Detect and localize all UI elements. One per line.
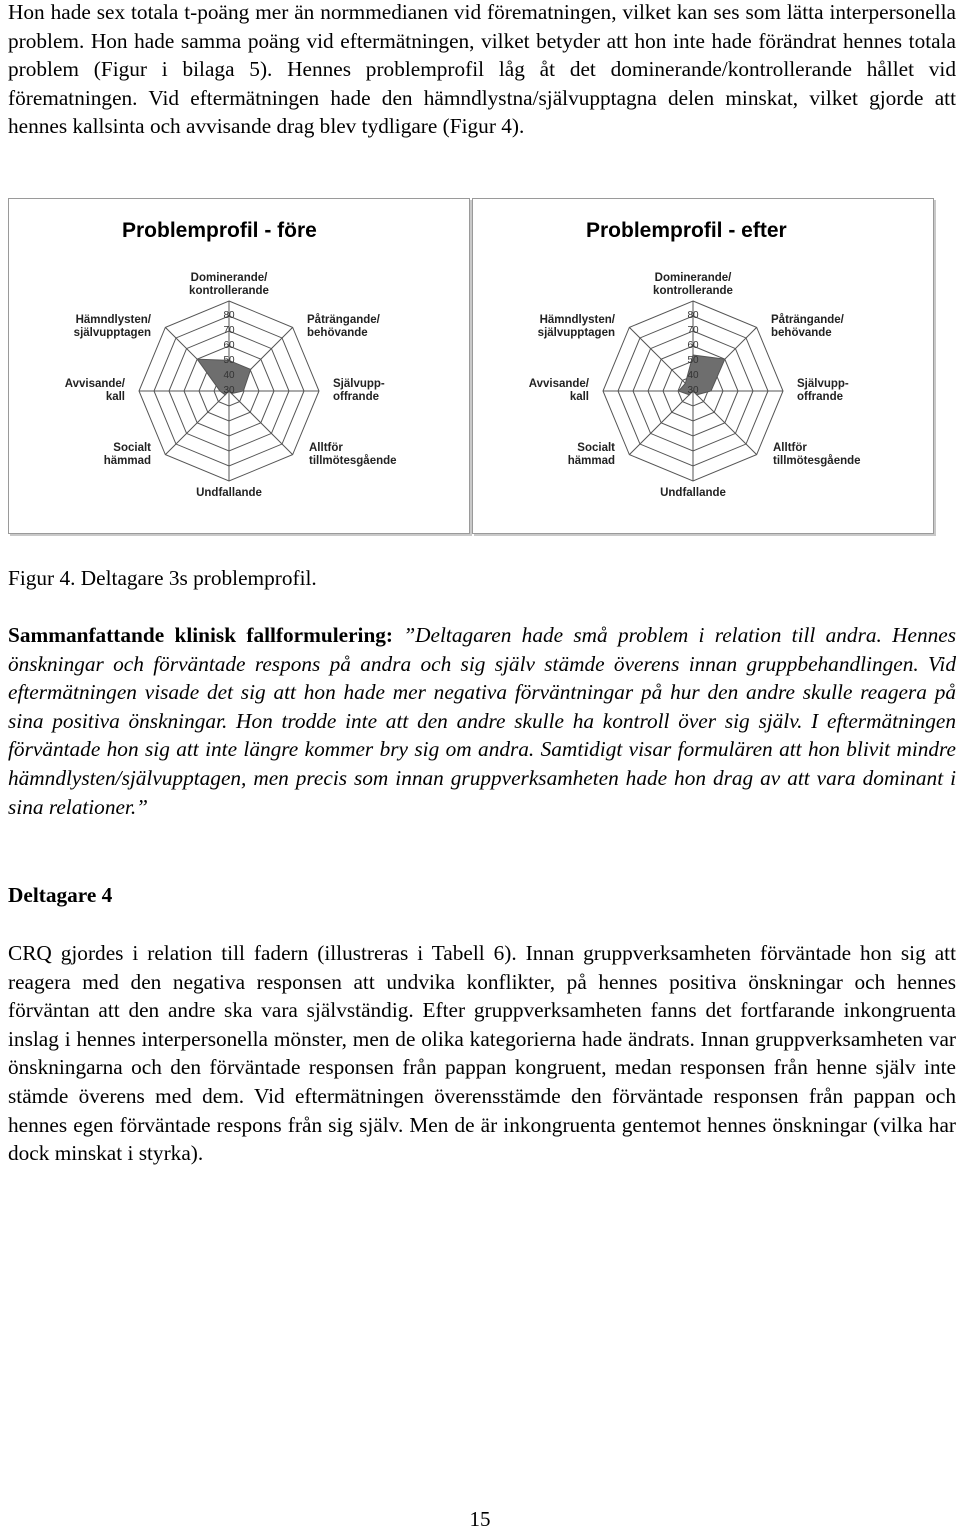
axis-label [307, 314, 381, 339]
axis-label [771, 314, 845, 339]
tick-label: 60 [223, 340, 235, 351]
axis-label [74, 314, 152, 339]
chart-title: Problemprofil - före [122, 219, 317, 242]
axis-label-line: Alltför [309, 442, 343, 454]
radar-chart-after [472, 198, 934, 534]
tick-label: 40 [687, 370, 699, 381]
data-point [685, 383, 686, 384]
summary-text: ”Deltagaren hade små problem i relation till andra. Hennes önskningar och förväntade respons på andra och sig själv stämde överens innan gruppbehandlingen. Vid eftermätningen visade det sig att hon hade mer negativa förväntningar på hur den andre skulle reagera på sina positiva önskningar. Hon trodde inte att den andre skulle ha kontroll över sig själv. I eftermätningen förväntade hon sig att inte längre kommer bry sig om andra. Samtidigt visar formulären att hon blivit mindre hämndlysten/självupptagen, men precis som innan gruppverksamheten hade hon drag av att vara dominant i sina relationer.” [8, 623, 956, 819]
axis-label-line: hämmad [103, 455, 151, 467]
axis-label-line: Självupp- [333, 378, 385, 390]
axis-label-line: Avvisande/ [64, 378, 125, 390]
radar-chart-before-svg [9, 199, 469, 533]
tick-label: 30 [687, 385, 699, 396]
axis-spoke [629, 327, 693, 391]
clinical-summary [8, 621, 956, 821]
axis-label-line: behövande [771, 327, 832, 339]
axis-label-line: Socialt [113, 442, 151, 454]
axis-label-line: Dominerande/ [190, 272, 268, 284]
tick-label: 70 [223, 325, 235, 336]
radar-chart-after-svg [473, 199, 933, 533]
axis-label-line: hämmad [567, 455, 615, 467]
paragraph-3: CRQ gjordes i relation till fadern (illustreras i Tabell 6). Innan gruppverksamheten förväntade hon sig att reagera med den negativa responsen att undvika konflikter, på hennes positiva önskningar och hennes förväntan att den andre ska vara självständig. Efter gruppverksamheten fanns det fortfarande inkongruenta inslag i hennes interpersonella mönster, men de olika kategorierna hade ändrats. Innan gruppverksamheten var önskningarna och den förväntade responsen från pappan kongruent, medan responsen från henne själv inte stämde överens med dem. Vid eftermätningen överensstämde den förväntade responsen från pappan och hennes egen förväntade respons från sig själv. Men de är inkongruenta gentemot hennes önskningar (vilka har dock minskat i styrka). [8, 941, 956, 1166]
axis-label-line: Undfallande [660, 487, 726, 499]
axis-label [189, 272, 269, 297]
axis-label-line: Påträngande/ [771, 314, 844, 326]
axis-label-line: kall [105, 391, 125, 403]
axis-label [309, 442, 397, 467]
axis-label [65, 378, 126, 403]
axis-label-line: tillmötesgående [309, 455, 397, 467]
page-number: 15 [469, 1507, 491, 1531]
data-point [219, 390, 220, 391]
summary-lead: Sammanfattande klinisk fallformulering: [8, 623, 394, 647]
axis-label [653, 272, 733, 297]
axis-label [660, 487, 726, 499]
axis-label-line: offrande [797, 391, 843, 403]
paragraph-1: Hon hade sex totala t-poäng mer än normmedianen vid förematningen, vilket kan ses som lätta interpersonella problem. Hon hade samma poäng vid eftermätningen, vilket betyder att hon inte hade förändrat hennes totala problem (Figur i bilaga 5). Hennes problemprofil låg åt det dominerande/kontrollerande hållet vid förematningen. Vid eftermätningen hade den hämndlystna/självupptagna delen minskat, vilket gjorde att hennes kallsinta och avvisande drag blev tydligare (Figur 4). [8, 0, 956, 139]
axis-label [773, 442, 861, 467]
data-point [678, 390, 679, 391]
tick-label: 30 [223, 385, 235, 396]
section-heading: Deltagare 4 [8, 883, 113, 907]
axis-label-line: kall [569, 391, 589, 403]
data-point [710, 390, 711, 391]
axis-label-line: Dominerande/ [654, 272, 732, 284]
axis-label [538, 314, 616, 339]
axis-label-line: Hämndlysten/ [75, 314, 151, 326]
axis-label [529, 378, 590, 403]
tick-label: 70 [687, 325, 699, 336]
axis-label [104, 442, 151, 467]
data-point [724, 359, 725, 360]
tick-label: 40 [223, 370, 235, 381]
tick-label: 80 [687, 310, 699, 321]
axis-label-line: självupptagen [73, 327, 151, 339]
data-point [197, 359, 198, 360]
axis-label-line: kontrollerande [189, 285, 269, 297]
axis-label [797, 378, 849, 403]
axis-spoke [165, 391, 229, 455]
axis-label-line: Socialt [577, 442, 615, 454]
axis-label-line: Alltför [773, 442, 807, 454]
axis-spoke [693, 391, 757, 455]
tick-label: 50 [223, 355, 235, 366]
axis-label-line: Påträngande/ [307, 314, 380, 326]
figure-caption: Figur 4. Deltagare 3s problemprofil. [8, 566, 317, 590]
axis-label [333, 378, 385, 403]
tick-label: 80 [223, 310, 235, 321]
radar-chart-before [8, 198, 470, 534]
data-point [243, 390, 244, 391]
axis-label [568, 442, 615, 467]
axis-label-line: Självupp- [797, 378, 849, 390]
chart-title: Problemprofil - efter [586, 219, 787, 242]
axis-label-line: tillmötesgående [773, 455, 861, 467]
axis-label-line: kontrollerande [653, 285, 733, 297]
tick-label: 50 [687, 355, 699, 366]
axis-spoke [229, 391, 293, 455]
tick-label: 60 [687, 340, 699, 351]
data-point [250, 369, 251, 370]
axis-spoke [629, 391, 693, 455]
axis-label [196, 487, 262, 499]
data-area [679, 355, 725, 395]
axis-label-line: behövande [307, 327, 368, 339]
figure-4 [8, 198, 952, 533]
axis-label-line: självupptagen [537, 327, 615, 339]
axis-label-line: Undfallande [196, 487, 262, 499]
axis-label-line: Avvisande/ [528, 378, 589, 390]
axis-label-line: Hämndlysten/ [539, 314, 615, 326]
axis-label-line: offrande [333, 391, 379, 403]
